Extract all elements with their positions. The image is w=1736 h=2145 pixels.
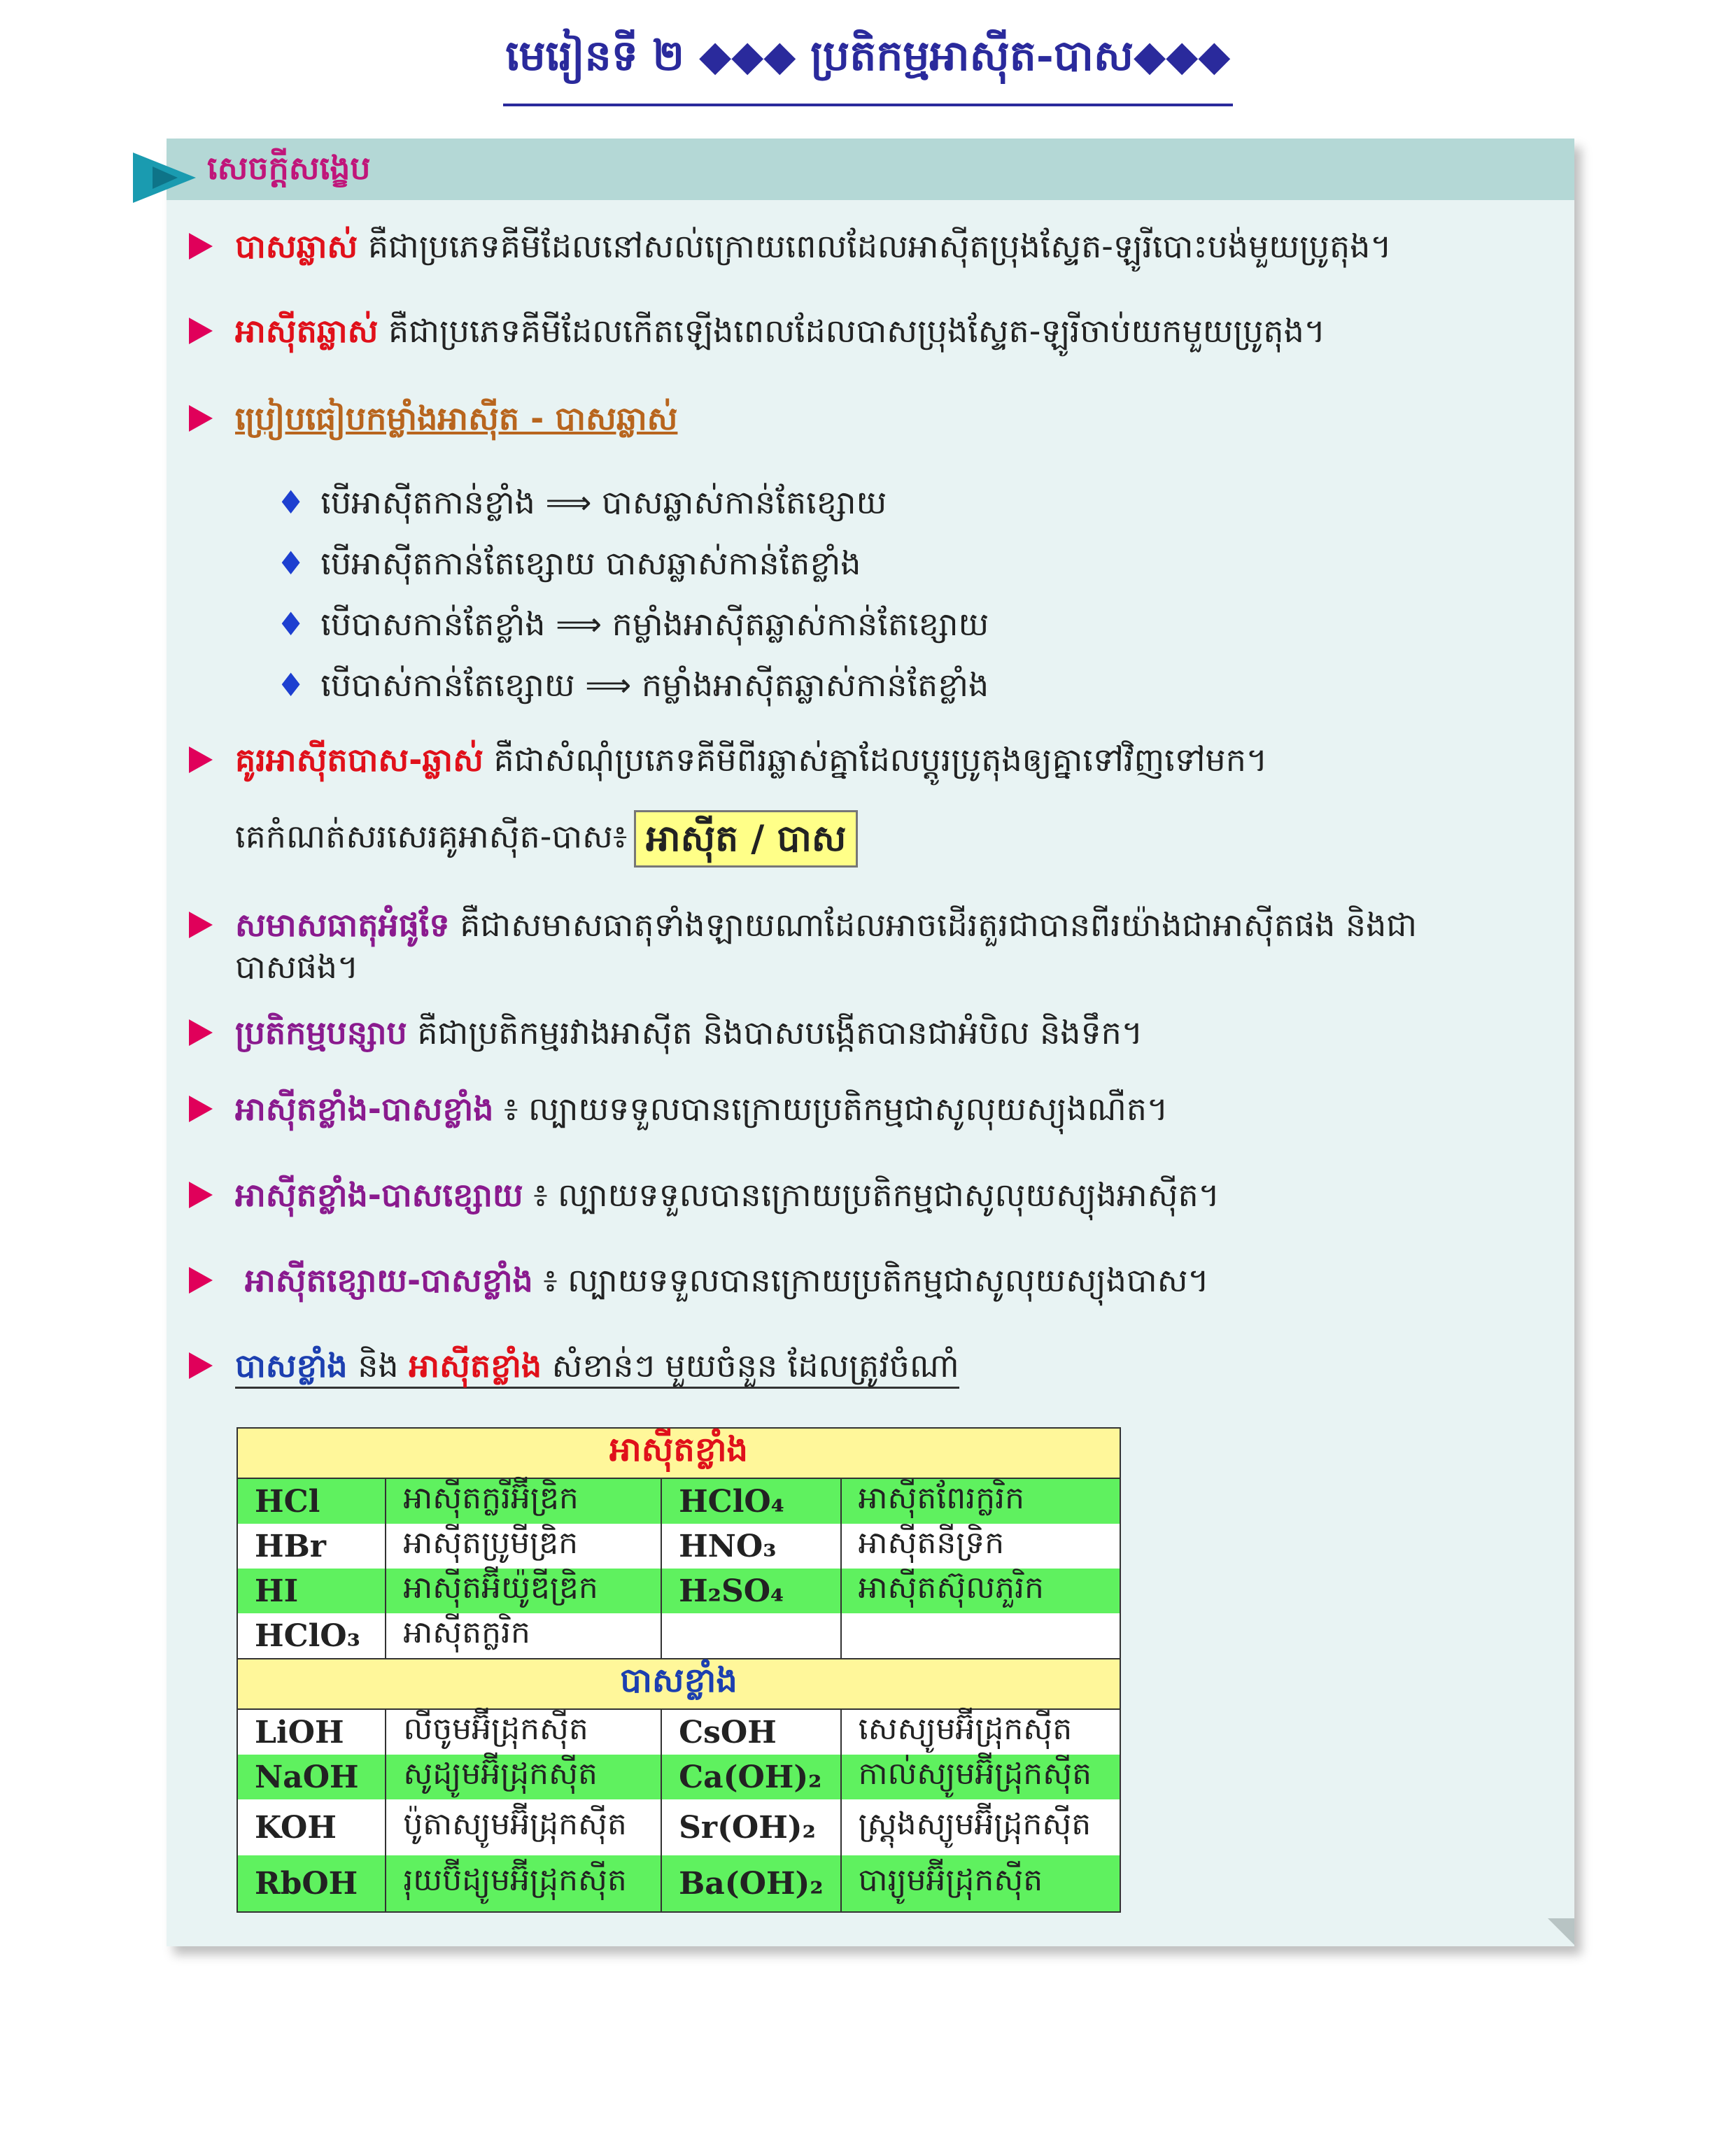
item-text bbox=[235, 1012, 1143, 1054]
diamond-icon: ♦ bbox=[276, 483, 306, 521]
summary-header: សេចក្តីសង្ខេប bbox=[207, 149, 371, 187]
item-description: ៖ ល្បាយទទួលបានក្រោយប្រតិកម្មជាសូលុយស្យុងអាស៊ីត។ bbox=[523, 1176, 1220, 1214]
item-term: សមាសធាតុអំផូទែ bbox=[235, 906, 450, 944]
diamond-icon: ♦ bbox=[276, 544, 306, 582]
strong-base-term: បាសខ្លាំង bbox=[235, 1347, 348, 1385]
item-text bbox=[235, 225, 1392, 267]
item-term: ប្រតិកម្មបន្សាប bbox=[235, 1014, 407, 1052]
compare-line: ♦ បើបាសកាន់តែខ្លាំង ⟹ កម្លាំងអាស៊ីតឆ្លាស់កាន់តែខ្សោយ bbox=[276, 605, 989, 643]
table-row: KOH ប៉ូតាស្យូមអ៊ីដ្រុកស៊ីត Sr(OH)₂ ស្រ្តុងស្យូមអ៊ីដ្រុកស៊ីត bbox=[237, 1799, 1120, 1855]
bullet-triangle-icon bbox=[189, 1352, 213, 1379]
item-description: ៖ ល្បាយទទួលបានក្រោយប្រតិកម្មជាសូលុយស្យុងបាស។ bbox=[532, 1261, 1209, 1299]
bullet-triangle-icon bbox=[189, 405, 213, 432]
bullet-triangle-icon bbox=[189, 233, 213, 260]
item-term: អាស៊ីតខ្លាំង-បាសខ្សោយ bbox=[235, 1176, 523, 1214]
item-text bbox=[235, 1088, 1168, 1130]
base-table-header: បាសខ្លាំង bbox=[237, 1659, 1120, 1709]
page-title-wrap bbox=[0, 29, 1736, 106]
item-term: អាស៊ីតឆ្លាស់ bbox=[235, 312, 379, 350]
bullet-triangle-icon bbox=[189, 1182, 213, 1208]
bullet-triangle-icon bbox=[189, 318, 213, 344]
item-term: បាសឆ្លាស់ bbox=[235, 227, 358, 265]
item-text bbox=[235, 739, 1267, 781]
item-description: គឺជាសំណុំប្រភេទគីមីពីរឆ្លាស់គ្នាដែលប្តូរប្រូតុងឲ្យគ្នាទៅវិញទៅមក។ bbox=[483, 741, 1268, 779]
table-row: RbOH រុយប៊ីដ្យូមអ៊ីដ្រុកស៊ីត Ba(OH)₂ បារ្យូមអ៊ីដ្រុកស៊ីត bbox=[237, 1855, 1120, 1912]
item-description: គឺជាប្រភេទគីមីដែលកើតឡើងពេលដែលបាសប្រុងស្ទែត-ឡូរីចាប់យកមួយប្រូតុង។ bbox=[378, 312, 1326, 350]
item-description: គឺជាប្រតិកម្មរវាងអាស៊ីត និងបាសបង្កើតបានជាអំបិល និងទឹក។ bbox=[407, 1014, 1143, 1052]
summary-header-band bbox=[167, 139, 1574, 200]
table-row: HCl អាស៊ីតក្លរីអ៊ីឌ្រិក HClO₄ អាស៊ីតពែរក្លរិក bbox=[237, 1478, 1120, 1524]
table-row: HI អាស៊ីតអ៊ីយ៉ូឌីឌ្រិក H₂SO₄ អាស៊ីតស៊ុលភួរិក bbox=[237, 1569, 1120, 1613]
compare-heading: ប្រៀបធៀបកម្លាំងអាស៊ីត - បាសឆ្លាស់ bbox=[235, 399, 678, 437]
acid-table-header: អាស៊ីតខ្លាំង bbox=[237, 1428, 1120, 1478]
table-header-row bbox=[237, 1428, 1120, 1478]
item-description: គឺជាប្រភេទគីមីដែលនៅសល់ក្រោយពេលដែលអាស៊ីតប្រុងស្ទែត-ឡូរីបោះបង់មួយប្រូតុង។ bbox=[358, 227, 1392, 265]
arrow-inner-icon bbox=[153, 167, 178, 189]
bullet-triangle-icon bbox=[189, 912, 213, 938]
pair-box: អាស៊ីត / បាស bbox=[634, 810, 858, 868]
item-text bbox=[235, 310, 1325, 352]
table-row: HClO₃ អាស៊ីតក្លរិក bbox=[237, 1613, 1120, 1659]
pair-note-line bbox=[235, 810, 858, 868]
bullet-triangle-icon bbox=[189, 1019, 213, 1046]
compare-line: ♦ បើបាស់កាន់តែខ្សោយ ⟹ កម្លាំងអាស៊ីតឆ្លាស់កាន់តែខ្លាំង bbox=[276, 666, 989, 704]
item-description: គឺជាសមាសធាតុទាំងឡាយណាដែលអាចដើរតួរជាបានពីរយ៉ាងជាអាស៊ីតផង និងជា bbox=[449, 906, 1418, 944]
item-text bbox=[235, 397, 677, 439]
item-description: ៖ ល្បាយទទួលបានក្រោយប្រតិកម្មជាសូលុយស្យុងណឺត។ bbox=[493, 1090, 1169, 1128]
compare-line: ♦ បើអាស៊ីតកាន់តែខ្សោយ បាសឆ្លាស់កាន់តែខ្លាំង bbox=[276, 544, 861, 582]
table-row: NaOH សូដ្យូមអ៊ីដ្រុកស៊ីត Ca(OH)₂ កាល់ស្យូមអ៊ីដ្រុកស៊ីត bbox=[237, 1755, 1120, 1799]
item-text bbox=[245, 1259, 1209, 1301]
item-text bbox=[235, 904, 1417, 946]
item-text bbox=[235, 1174, 1220, 1216]
compare-line: ♦ បើអាស៊ីតកាន់ខ្លាំង ⟹ បាសឆ្លាស់កាន់តែខ្សោយ bbox=[276, 483, 887, 521]
bullet-triangle-icon bbox=[189, 1267, 213, 1294]
item-term: អាស៊ីតខ្លាំង-បាសខ្លាំង bbox=[235, 1090, 494, 1128]
amphoteric-continuation: បាសផង។ bbox=[235, 948, 359, 986]
strong-acid-term: អាស៊ីតខ្លាំង bbox=[409, 1347, 542, 1385]
bullet-triangle-icon bbox=[189, 746, 213, 773]
table-row: HBr អាស៊ីតប្រូមីឌ្រិក HNO₃ អាស៊ីតនីទ្រិក bbox=[237, 1524, 1120, 1569]
item-term: អាស៊ីតខ្សោយ-បាសខ្លាំង bbox=[245, 1261, 533, 1299]
strong-acid-base-table bbox=[237, 1427, 1121, 1913]
page-title: មេរៀនទី ២ ◆◆◆ ប្រតិកម្មអាស៊ីត-បាស◆◆◆ bbox=[503, 29, 1234, 106]
item-text: បាសខ្លាំង និង អាស៊ីតខ្លាំង សំខាន់ៗ មួយចំនួន ដែលត្រូវចំណាំ bbox=[235, 1345, 959, 1389]
page-curl bbox=[1548, 1918, 1574, 1945]
bullet-triangle-icon bbox=[189, 1096, 213, 1122]
table-header-row bbox=[237, 1659, 1120, 1709]
diamond-icon: ♦ bbox=[276, 605, 306, 643]
item-term: គូរអាស៊ីតបាស-ឆ្លាស់ bbox=[235, 741, 484, 779]
pair-note: គេកំណត់សរសេរគូអាស៊ីត-បាស៖ bbox=[235, 817, 628, 856]
diamond-icon: ♦ bbox=[276, 666, 306, 704]
table-row: LiOH លីចូមអ៊ីដ្រុកស៊ីត CsOH សេស្យូមអ៊ីដ្រុកស៊ីត bbox=[237, 1709, 1120, 1755]
